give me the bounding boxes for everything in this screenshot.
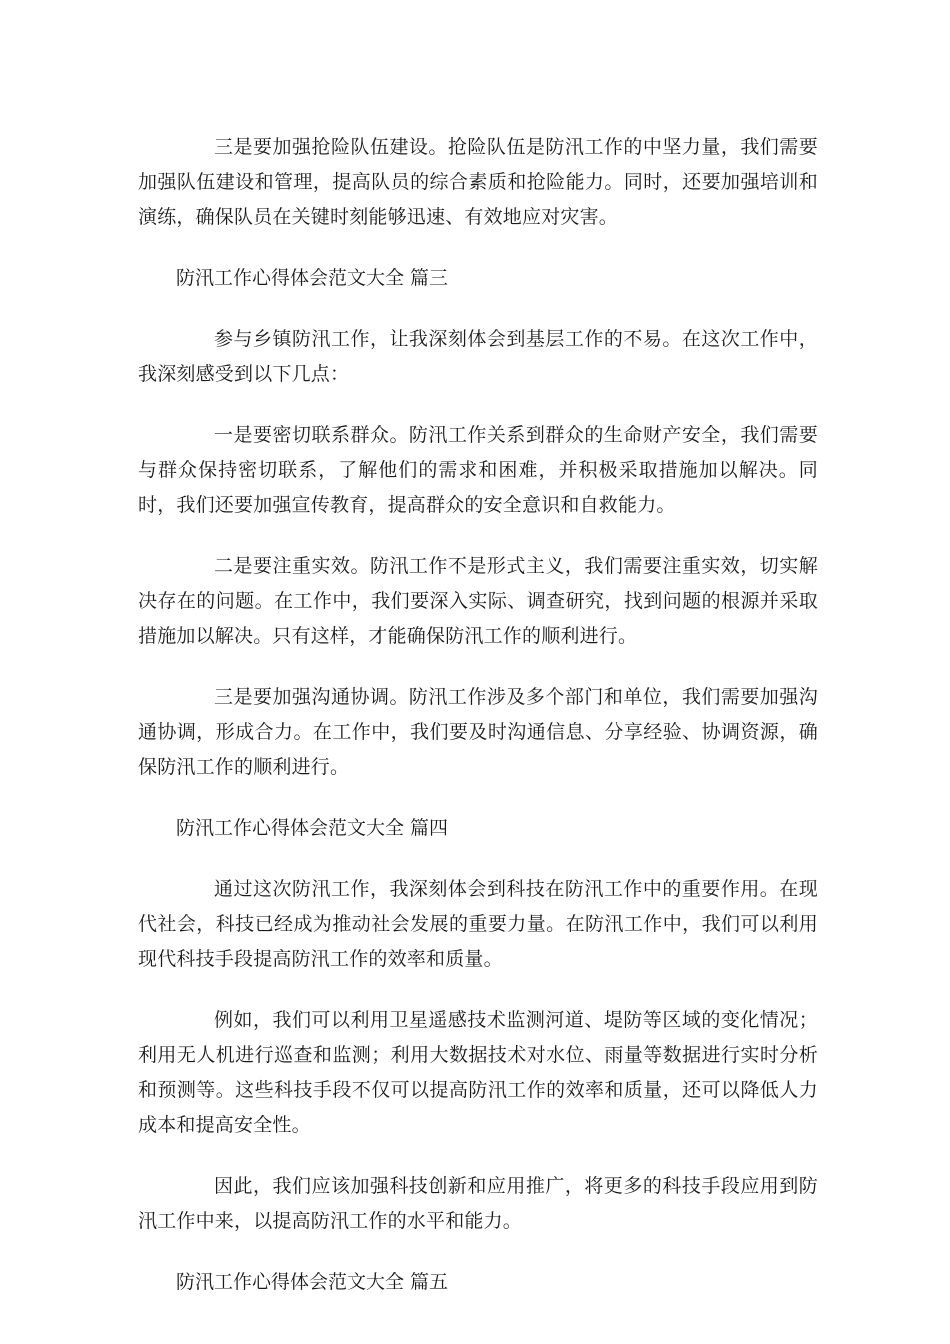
paragraph-intro-part-three: 参与乡镇防汛工作，让我深刻体会到基层工作的不易。在这次工作中，我深刻感受到以下几点： <box>138 328 818 385</box>
paragraph-technology-examples: 例如，我们可以利用卫星遥感技术监测河道、堤防等区域的变化情况；利用无人机进行巡查和监测；利用大数据技术对水位、雨量等数据进行实时分析和预测等。这些科技手段不仅可以提高防汛工作的效率和质量，还可以降低人力成本和提高安全性。 <box>138 1009 818 1136</box>
paragraph-conclusion-part-four: 因此，我们应该加强科技创新和应用推广，将更多的科技手段应用到防汛工作中来，以提高防汛工作的水平和能力。 <box>138 1175 818 1232</box>
section-heading-part-four: 防汛工作心得体会范文大全 篇四 <box>176 817 449 839</box>
section-heading-part-five: 防汛工作心得体会范文大全 篇五 <box>176 1271 449 1293</box>
paragraph-rescue-team: 三是要加强抢险队伍建设。抢险队伍是防汛工作的中坚力量，我们需要加强队伍建设和管理，提高队员的综合素质和抢险能力。同时，还要加强培训和演练，确保队员在关键时刻能够迅速、有效地应对灾害。 <box>138 136 818 228</box>
document-page <box>138 130 818 1326</box>
paragraph-technology-role: 通过这次防汛工作，我深刻体会到科技在防汛工作中的重要作用。在现代社会，科技已经成为推动社会发展的重要力量。在防汛工作中，我们可以利用现代科技手段提高防汛工作的效率和质量。 <box>138 878 818 970</box>
paragraph-focus-results: 二是要注重实效。防汛工作不是形式主义，我们需要注重实效，切实解决存在的问题。在工作中，我们要深入实际、调查研究，找到问题的根源并采取措施加以解决。只有这样，才能确保防汛工作的顺利进行。 <box>138 555 818 647</box>
paragraph-contact-masses: 一是要密切联系群众。防汛工作关系到群众的生命财产安全，我们需要与群众保持密切联系，了解他们的需求和困难，并积极采取措施加以解决。同时，我们还要加强宣传教育，提高群众的安全意识和自救能力。 <box>138 424 818 516</box>
section-heading-part-three: 防汛工作心得体会范文大全 篇三 <box>176 267 449 289</box>
paragraph-coordination: 三是要加强沟通协调。防汛工作涉及多个部门和单位，我们需要加强沟通协调，形成合力。在工作中，我们要及时沟通信息、分享经验、协调资源，确保防汛工作的顺利进行。 <box>138 686 818 778</box>
